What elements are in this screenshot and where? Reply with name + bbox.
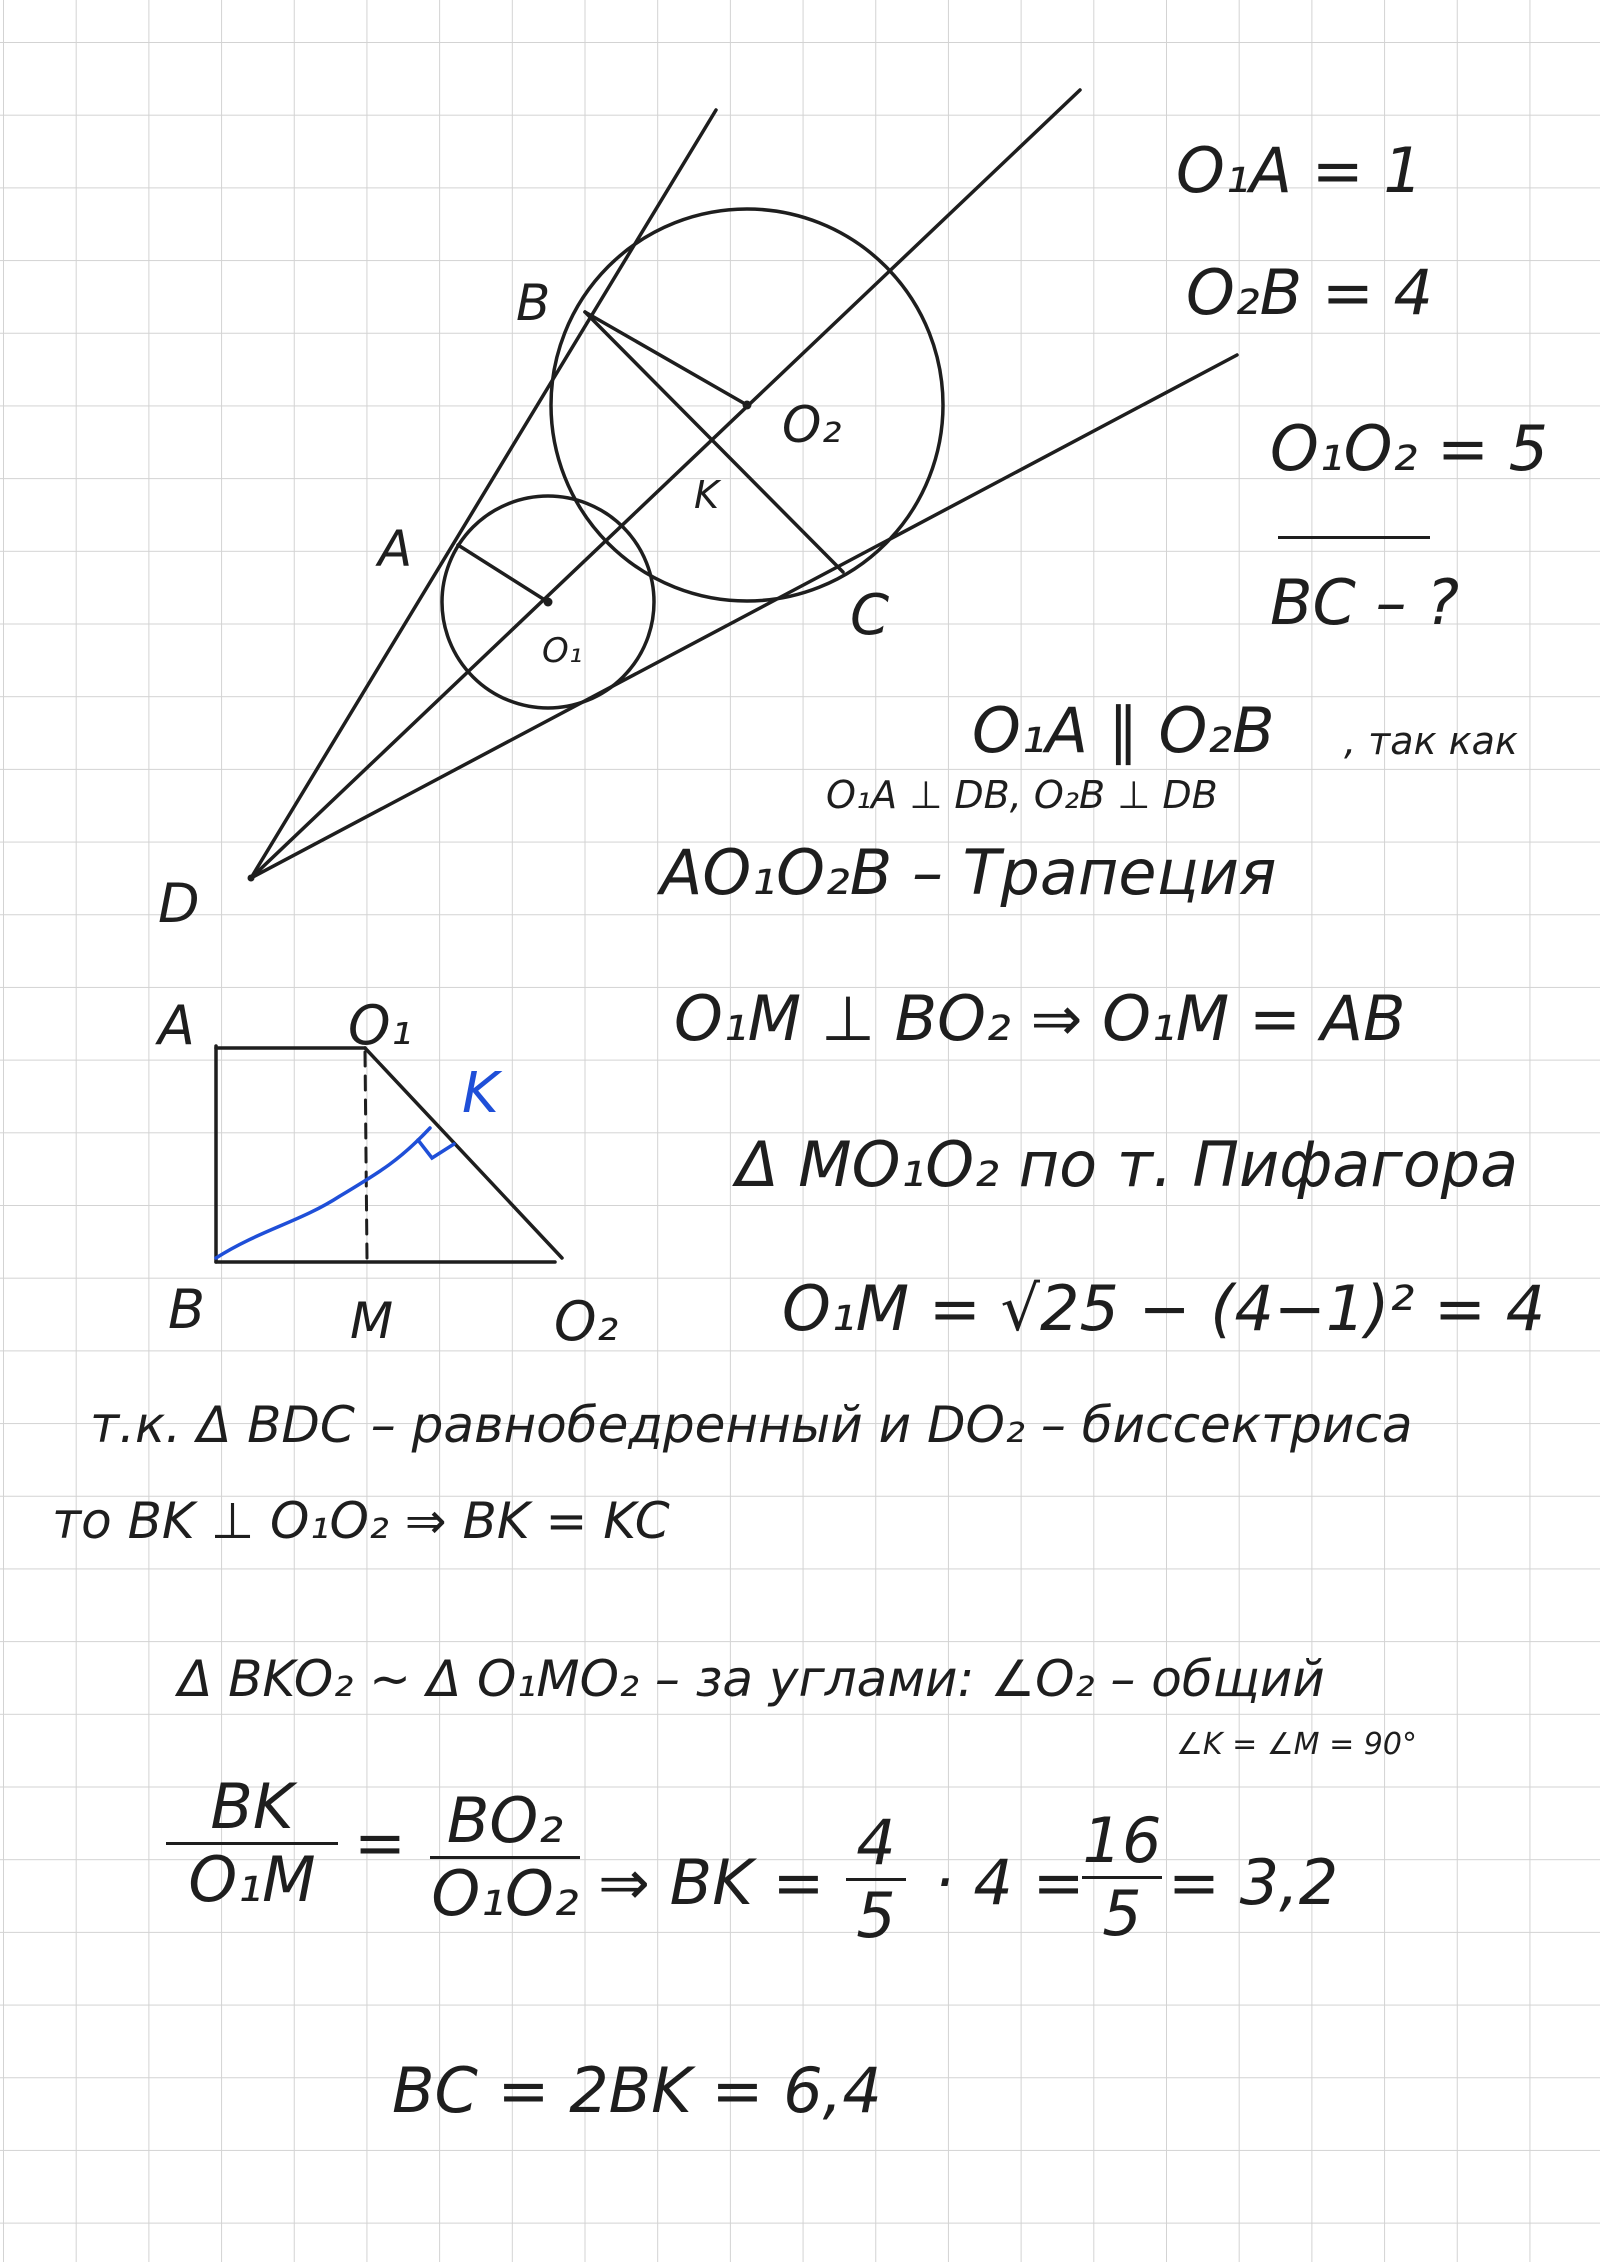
fig1-label-c: C bbox=[850, 583, 890, 648]
center-o1-dot bbox=[544, 598, 553, 607]
fraction-bk-over-o1m bbox=[166, 1770, 338, 1916]
fraction-four-numerator: 4 bbox=[856, 1806, 896, 1879]
solution-trapezoid: AO₁O₂B – Трапеция bbox=[660, 836, 1277, 909]
given-divider bbox=[1278, 536, 1430, 539]
solution-bk-implies: ⇒ BK = bbox=[598, 1846, 825, 1919]
fig1-label-a: A bbox=[378, 520, 413, 578]
fraction-sixteen-numerator: 16 bbox=[1082, 1804, 1162, 1877]
fraction-o1o2-denominator: O₁O₂ bbox=[431, 1857, 579, 1930]
fig1-label-d: D bbox=[158, 872, 200, 935]
solution-height: O₁M ⊥ BO₂ ⇒ O₁M = AB bbox=[674, 982, 1406, 1055]
fig2-label-o1: O₁ bbox=[348, 994, 413, 1057]
fig1-label-o2: O₂ bbox=[782, 396, 842, 454]
fraction-bk-numerator: BK bbox=[210, 1770, 294, 1843]
center-o2-dot bbox=[743, 401, 752, 410]
given-o1a: O₁A = 1 bbox=[1176, 134, 1423, 207]
fig1-label-k: K bbox=[694, 473, 719, 517]
fig1-label-b: B bbox=[516, 274, 551, 332]
fraction-five-denominator: 5 bbox=[856, 1879, 896, 1952]
bisector-line bbox=[251, 90, 1080, 878]
solution-isosceles: т.к. Δ BDC – равнобедренный и DO₂ – биссектриса bbox=[90, 1396, 1413, 1454]
fraction-bo2-numerator: BO₂ bbox=[446, 1784, 564, 1857]
fraction-five-denominator: 5 bbox=[1102, 1877, 1142, 1950]
right-angle-mark bbox=[418, 1140, 454, 1158]
given-find: BC – ? bbox=[1270, 566, 1460, 639]
fraction-sixteen-fifths bbox=[1082, 1804, 1162, 1950]
fig2-label-b: B bbox=[168, 1278, 206, 1341]
given-o1o2: O₁O₂ = 5 bbox=[1270, 412, 1549, 485]
proportion-equals: = bbox=[354, 1806, 406, 1879]
fraction-bo2-over-o1o2 bbox=[430, 1784, 580, 1930]
fig2-label-o2: O₂ bbox=[554, 1290, 619, 1353]
blue-perpendicular-bk bbox=[216, 1128, 430, 1258]
tangent-line-upper bbox=[251, 110, 716, 878]
solution-pythagoras: Δ MO₁O₂ по т. Пифагора bbox=[736, 1128, 1519, 1201]
fraction-four-fifths bbox=[846, 1806, 906, 1952]
fig2-label-a: A bbox=[158, 994, 195, 1057]
fig1-label-o1: O₁ bbox=[542, 631, 583, 671]
solution-parallel: O₁A ∥ O₂B bbox=[972, 694, 1275, 767]
solution-final-answer: BC = 2BK = 6,4 bbox=[392, 2054, 882, 2127]
solution-o1m-value: O₁M = √25 − (4−1)² = 4 bbox=[782, 1272, 1546, 1345]
fig2-label-m: M bbox=[350, 1292, 394, 1350]
solution-similarity: Δ BKO₂ ∼ Δ O₁MO₂ – за углами: ∠O₂ – общий bbox=[178, 1650, 1325, 1708]
radius-o1a bbox=[458, 545, 548, 602]
fraction-o1m-denominator: O₁M bbox=[188, 1843, 316, 1916]
solution-angles: ∠K = ∠M = 90° bbox=[1176, 1727, 1417, 1762]
solution-parallel-reason: , так как bbox=[1344, 719, 1518, 763]
given-o2b: O₂B = 4 bbox=[1186, 256, 1434, 329]
solution-perpendiculars: O₁A ⊥ DB, O₂B ⊥ DB bbox=[826, 773, 1218, 817]
solution-times-four: · 4 = bbox=[934, 1846, 1085, 1919]
point-d-dot bbox=[248, 875, 255, 882]
radius-o2b bbox=[585, 312, 747, 405]
fig2-label-k: K bbox=[462, 1061, 499, 1126]
height-o1m bbox=[365, 1052, 367, 1258]
solution-bk-perp: то BK ⊥ O₁O₂ ⇒ BK = KC bbox=[52, 1492, 670, 1550]
solution-bk-result: = 3,2 bbox=[1168, 1846, 1339, 1919]
